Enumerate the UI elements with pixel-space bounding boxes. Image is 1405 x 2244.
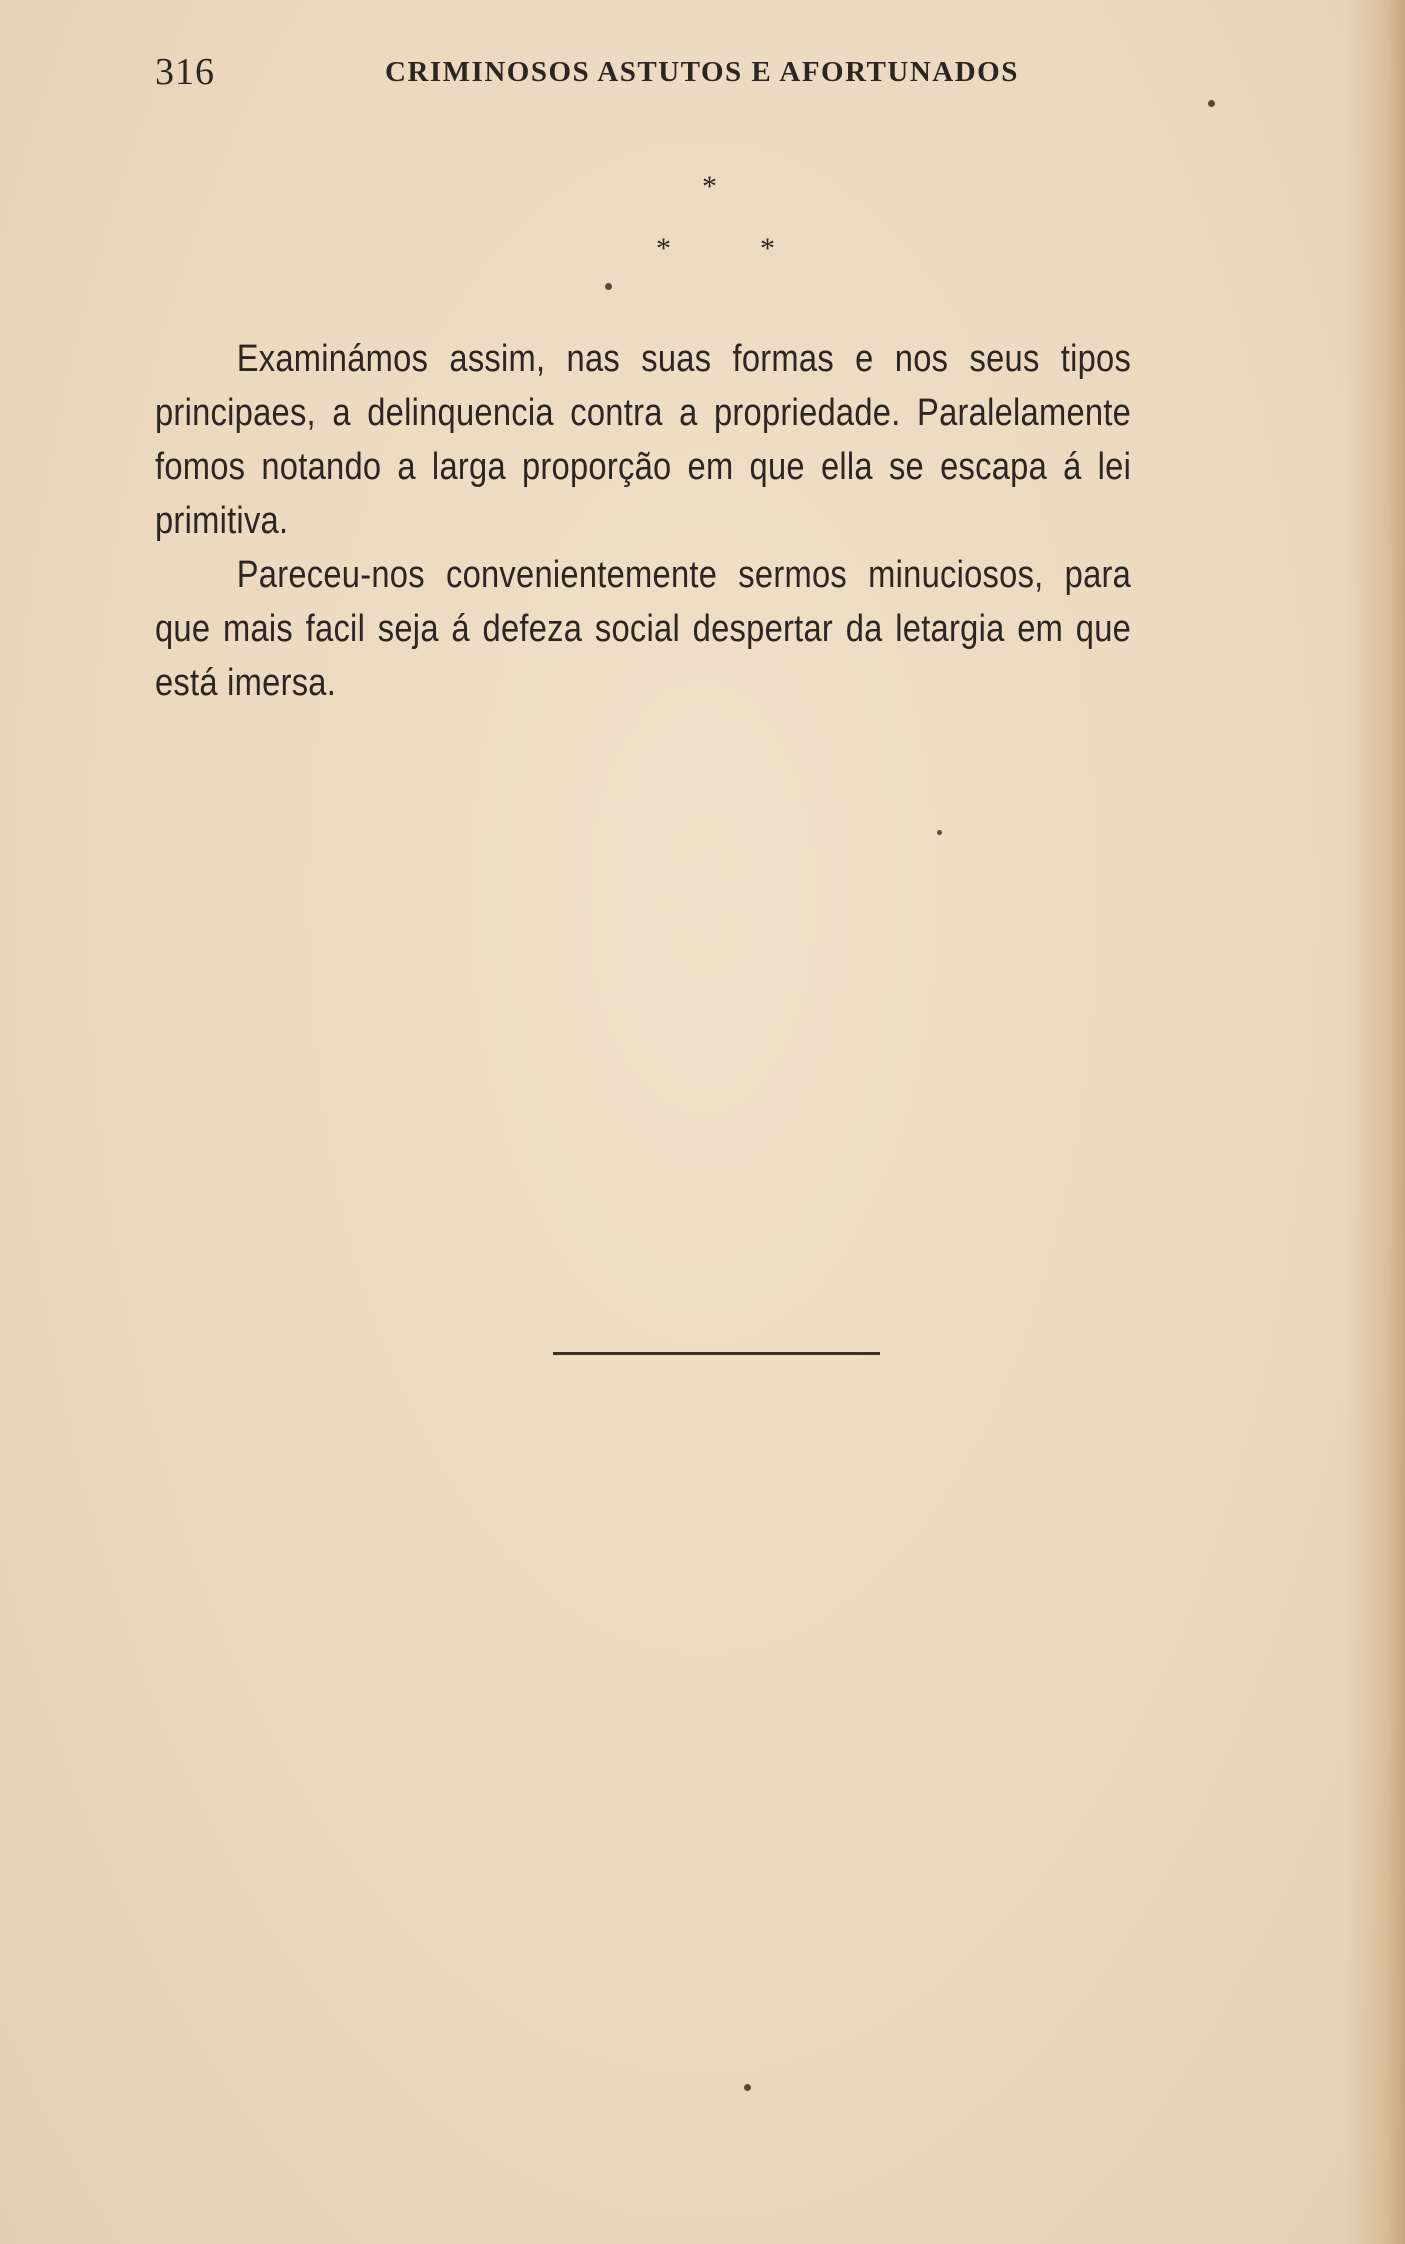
asterism-star-left: * [656, 232, 671, 265]
ink-speck [937, 830, 942, 835]
running-title: CRIMINOSOS ASTUTOS E AFORTUNADOS [385, 56, 1019, 88]
paragraph: Examinámos assim, nas suas formas e nos seus tipos principaes, a delinquencia contra a propriedade. Paralelamente fomos notando a larga proporção em que ella se escapa á lei primitiva. [155, 338, 1132, 542]
asterism-divider [640, 170, 800, 280]
page-edge-shadow [1345, 0, 1405, 2244]
body-text [155, 332, 1131, 710]
ink-speck [605, 283, 612, 290]
running-head [155, 50, 1085, 100]
ink-speck [1208, 100, 1215, 107]
asterism-star-right: * [760, 232, 775, 265]
ink-speck [744, 2084, 751, 2091]
asterism-star-top: * [702, 170, 717, 203]
end-rule [553, 1352, 880, 1355]
page-number: 316 [155, 51, 215, 93]
paragraph: Pareceu-nos convenientemente sermos minuciosos, para que mais facil seja á defeza social despertar da letargia em que está imersa. [155, 554, 1132, 704]
